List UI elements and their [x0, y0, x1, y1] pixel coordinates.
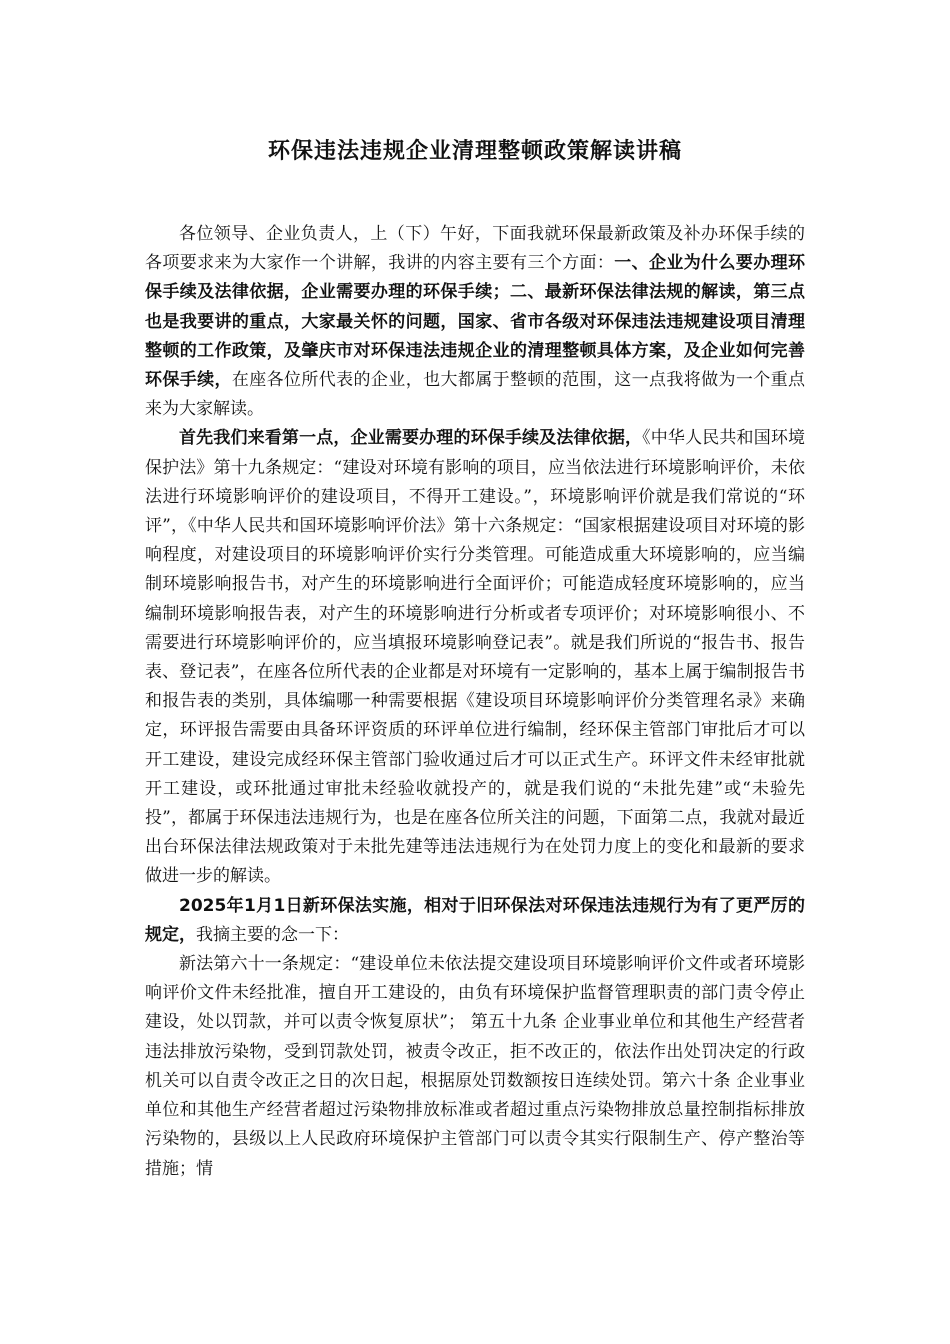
document-title: 环保违法违规企业清理整顿政策解读讲稿 [267, 139, 682, 164]
text-run: 《中华人民共和国环境保护法》第十九条规定：“建设对环境有影响的项目，应当依法进行环境影响评价，未依法进行环境影响评价的建设项目，不得开工建设。”，环境影响评价就是我们常说的“环评”，《中华人民共和国环境影响评价法》第十六条规定：“国家根据建设项目对环境的影响程度，对建设项目的环境影响评价实行分类管理。可能造成重大环境影响的，应当编制环境影响报告书，对产生的环境影响进行全面评价；可能造成轻度环境影响的，应当编制环境影响报告表，对产生的环境影响进行分析或者专项评价；对环境影响很小、不需要进行环境影响评价的，应当填报环境影响登记表”。就是我们所说的“报告书、报告表、登记表”，在座各位所代表的企业都是对环境有一定影响的，基本上属于编制报告书和报告表的类别，具体编哪一种需要根据《建设项目环境影响评价分类管理名录》来确定，环评报告需要由具备环评资质的环评单位进行编制，经环保主管部门审批后才可以开工建设，建设完成经环保主管部门验收通过后才可以正式生产。环评文件未经审批就开工建设，或环批通过审批未经验收就投产的，就是我们说的“未批先建”或“未验先投”，都属于环保违法违规行为，也是在座各位所关注的问题，下面第二点，我就对最近出台环保法律法规政策对于未批先建等违法违规行为在处罚力度上的变化和最新的要求做进一步的解读。 [145, 428, 805, 887]
paragraph [145, 892, 805, 950]
paragraph [145, 220, 805, 424]
paragraph [145, 950, 805, 1184]
bold-text-run: 首先我们来看第一点，企业需要办理的环保手续及法律依据， [179, 428, 643, 449]
document-body [145, 220, 805, 1184]
text-run: 在座各位所代表的企业，也大都属于整顿的范围，这一点我将做为一个重点来为大家解读。 [145, 370, 806, 420]
text-run: 各位领导、企业负责人，上（下）午好，下面我就环保最新政策及补办环保手续的各项要求来为大家作一个讲解，我讲的内容主要有三个方面： [145, 224, 805, 274]
paragraph [145, 424, 805, 891]
text-run: 我摘主要的念一下： [196, 924, 349, 945]
bold-text-run: 一、企业为什么要办理环保手续及法律依据，企业需要办理的环保手续；二、最新环保法律法规的解读，第三点也是我要讲的重点，大家最关怀的问题，国家、省市各级对环保违法违规建设项目清理整顿的工作政策，及肇庆市对环保违法违规企业的清理整顿具体方案，及企业如何完善环保手续， [145, 253, 806, 391]
text-run: 新法第六十一条规定：“建设单位未依法提交建设项目环境影响评价文件或者环境影响评价文件未经批准，擅自开工建设的，由负有环境保护监督管理职责的部门责令停止建设，处以罚款，并可以责令恢复原状”； 第五十九条 企业事业单位和其他生产经营者违法排放污染物，受到罚款处罚，被责令改正，拒不改正的，依法作出处罚决定的行政机关可以自责令改正之日的次日起，根据原处罚数额按日连续处罚。第六十条 企业事业单位和其他生产经营者超过污染物排放标准或者超过重点污染物排放总量控制指标排放污染物的，县级以上人民政府环境保护主管部门可以责令其实行限制生产、停产整治等措施；情 [145, 954, 805, 1179]
bold-text-run: 2025年1月1日新环保法实施，相对于旧环保法对环保违法违规行为有了更严厉的规定， [145, 895, 805, 945]
